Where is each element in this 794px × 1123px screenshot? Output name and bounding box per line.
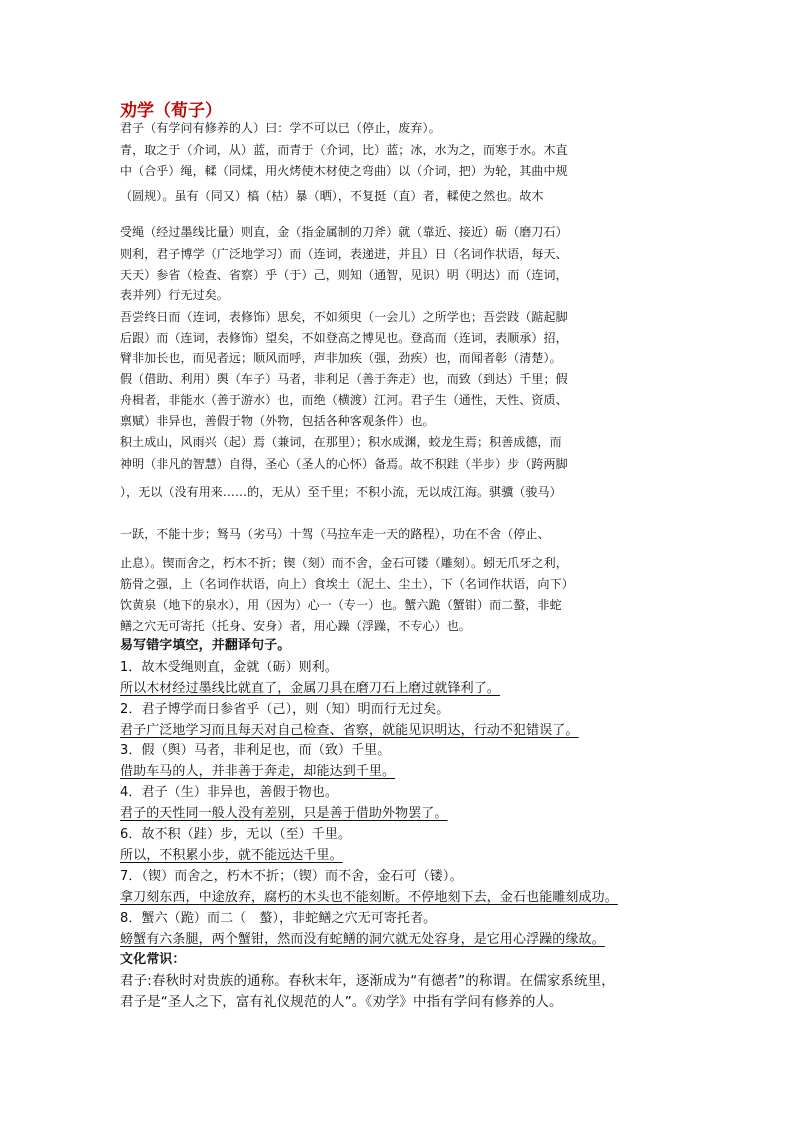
text-line: 受绳（经过墨线比量）则直，金（指金属制的刀斧）就（靠近、接近）砺（磨刀石） (120, 225, 568, 239)
text-line: 止息）。锲而舍之，朽木不折；锲（刻）而不舍，金石可镂（雕刻）。蚓无爪牙之利， (120, 556, 568, 570)
text-line: 中（合乎）绳，輮（同煣，用火烤使木材使之弯曲）以（介词，把）为轮，其曲中规 (120, 164, 568, 178)
text-line: 饮黄泉（地下的泉水），用（因为）心一（专一）也。蟹六跪（蟹钳）而二螯，非蛇 (120, 598, 562, 612)
culture-heading: 文化常识： (120, 952, 186, 967)
exercise-answer: 所以木材经过墨线比就直了，金属刀具在磨刀石上磨过就锋利了。 (120, 681, 500, 696)
exercise-answer: 借助车马的人，并非善于奔走，却能达到千里。 (120, 764, 396, 779)
exercise-question: 7．（锲）而舍之，朽木不折；（锲）而不舍，金石可（镂）。 (120, 869, 463, 884)
exercise-question: 1．故木受绳则直，金就（砺）则利。 (120, 660, 338, 675)
exercise-answer: 君子广泛地学习而且每天对自己检查、省察，就能见识明达，行动不犯错误了。 (120, 723, 579, 738)
text-line: 君子（有学问有修养的人）曰：学不可以已（停止，废弃）。 (120, 121, 441, 135)
culture-line: 君子是“圣人之下，富有礼仪规范的人”。《劝学》中指有学问有修养的人。 (120, 994, 563, 1010)
text-line: 假（借助、利用）舆（车子）马者，非利足（善于奔走）也，而致（到达）千里；假 (120, 372, 568, 386)
text-line: 表并列）行无过矣。 (120, 288, 229, 302)
text-line: 天天）参省（检查、省察）乎（于）己，则知（通智，见识）明（明达）而（连词， (120, 268, 568, 282)
text-line: 舟楫者，非能水（善于游水）也，而绝（横渡）江河。君子生（通性，天性、资质、 (120, 393, 568, 407)
text-line: 鳝之穴无可寄托（托身、安身）者，用心躁（浮躁，不专心）也。 (120, 619, 471, 633)
text-line: 筋骨之强，上（名词作状语，向上）食埃土（泥土、尘土），下（名词作状语，向下） (120, 577, 574, 591)
text-line: 积土成山，风雨兴（起）焉（兼词，在那里）；积水成渊，蛟龙生焉；积善成德，而 (120, 435, 562, 449)
exercise-heading: 易写错字填空，并翻译句子。 (120, 638, 291, 653)
text-line: 臂非加长也，而见者远；顺风而呼，声非加疾（强，劲疾）也，而闻者彰（清楚）。 (120, 351, 562, 365)
text-line: 则利，君子博学（广泛地学习）而（连词，表递进，并且）日（名词作状语，每天、 (120, 247, 568, 261)
text-line: ），无以（没有用来……的，无从）至千里；不积小流，无以成江海。骐骥（骏马） (120, 485, 562, 499)
exercise-question: 2．君子博学而日参省乎（己），则（知）明而行无过矣。 (120, 702, 450, 717)
text-line: （圆规）。虽有（同又）槁（枯）暴（晒），不复挺（直）者，輮使之然也。故木 (120, 189, 544, 203)
exercise-answer: 螃蟹有六条腿，两个蟹钳，然而没有蛇鳝的洞穴就无处容身，是它用心浮躁的缘故。 (120, 932, 605, 947)
culture-line: 君子:春秋时对贵族的通称。春秋末年，逐渐成为“有德者”的称谓。在儒家系统里， (120, 973, 615, 989)
text-line: 神明（非凡的智慧）自得，圣心（圣人的心怀）备焉。故不积跬（半步）步（跨两脚 (120, 457, 568, 471)
text-line: 青，取之于（介词，从）蓝，而青于（介词，比）蓝；冰，水为之，而寒于水。木直 (120, 143, 568, 157)
text-line: 一跃，不能十步；驽马（劣马）十驾（马拉车走一天的路程），功在不舍（停止、 (120, 527, 550, 541)
text-line: 禀赋）非异也，善假于物（外物，包括各种客观条件）也。 (120, 414, 435, 428)
text-line: 吾尝终日而（连词，表修饰）思矣，不如须臾（一会儿）之所学也；吾尝跂（踮起脚 (120, 310, 568, 324)
exercise-question: 3．假（舆）马者，非利足也，而（致）千里。 (120, 743, 391, 758)
exercise-answer: 君子的天性同一般人没有差别，只是善于借助外物罢了。 (120, 806, 448, 821)
exercise-answer: 拿刀刻东西，中途放弃，腐朽的木头也不能刻断。不停地刻下去，金石也能雕刻成功。 (120, 890, 618, 905)
exercise-question: 8．蟹六（跪）而二（ 螯），非蛇鳝之穴无可寄托者。 (120, 911, 437, 926)
exercise-question: 6．故不积（跬）步，无以（至）千里。 (120, 827, 352, 842)
exercise-question: 4．君子（生）非异也，善假于物也。 (120, 785, 338, 800)
exercise-answer: 所以，不积累小步，就不能远达千里。 (120, 848, 343, 863)
document-title: 劝学（荀子） (120, 101, 222, 121)
text-line: 后跟）而（连词，表修饰）望矣，不如登高之博见也。登高而（连词，表顺承）招， (120, 331, 568, 345)
